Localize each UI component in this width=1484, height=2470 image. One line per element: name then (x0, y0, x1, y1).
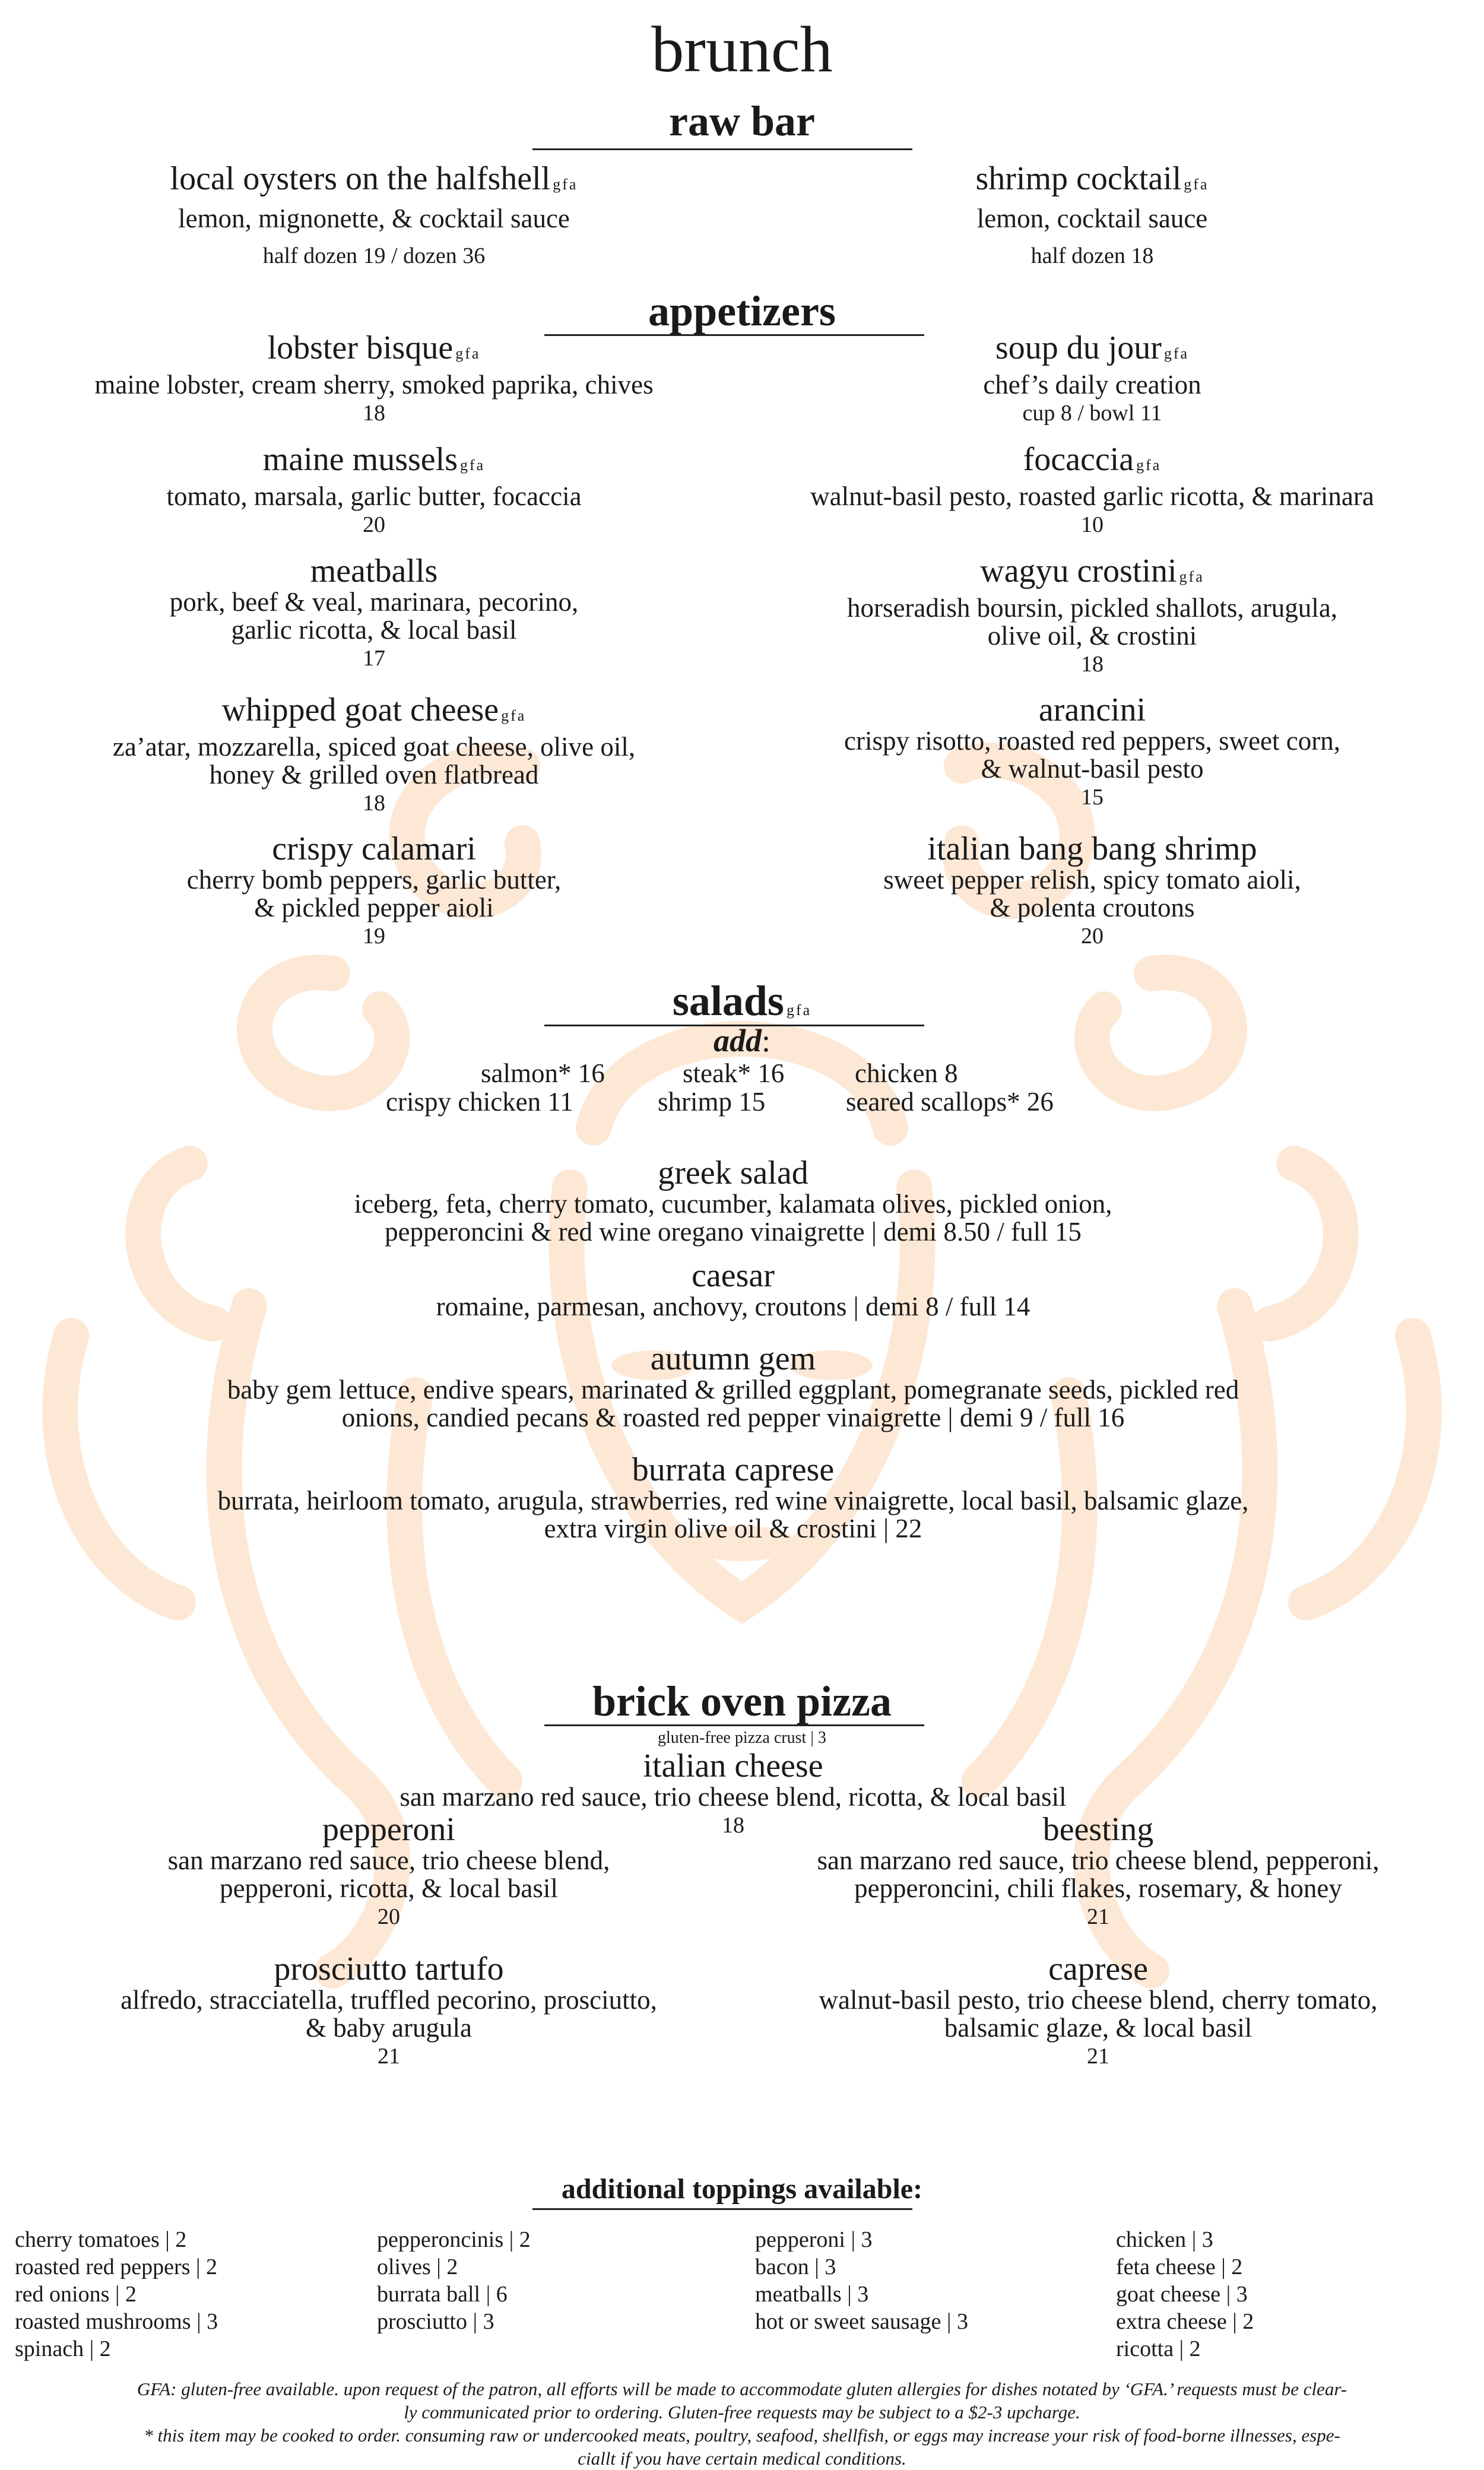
item-name: prosciutto tartufo (274, 1951, 504, 1987)
item-description: alfredo, stracciatella, truffled pecorino, prosciutto, (121, 1985, 657, 2015)
toppings-column (1116, 2226, 1254, 2363)
item-description: pork, beef & veal, marinara, pecorino, (169, 587, 579, 617)
topping-item: feta cheese | 2 (1116, 2255, 1243, 2279)
item-price: 21 (1087, 2044, 1109, 2069)
item-description: onions, candied pecans & roasted red pepper vinaigrette | demi 9 / full 16 (341, 1403, 1125, 1432)
item-description: garlic ricotta, & local basil (231, 615, 517, 645)
item-description: olive oil, & crostini (987, 621, 1197, 651)
gfa-tag: gfa (501, 707, 527, 724)
item-price: 19 (363, 924, 385, 949)
item-name: caprese (1048, 1951, 1148, 1987)
topping-item: bacon | 3 (755, 2255, 836, 2279)
gluten-free-crust-note: gluten-free pizza crust | 3 (658, 1729, 826, 1747)
item-name: wagyu crostini (980, 553, 1177, 589)
raw-bar-item (170, 161, 578, 277)
item-name: caesar (692, 1257, 775, 1294)
menu-item (847, 554, 1337, 678)
item-description: cherry bomb peppers, garlic butter, (186, 865, 562, 895)
item-description: chef’s daily creation (983, 370, 1201, 399)
gfa-tag: gfa (1136, 456, 1162, 474)
item-name: shrimp cocktail (975, 160, 1182, 197)
toppings-column (755, 2226, 968, 2335)
item-price: 17 (362, 646, 385, 671)
footer-line: GFA: gluten-free available. upon request of the patron, all efforts will be made to accommodate gluten allergies for dishes notated by ‘GFA.’ requests must be clear- (137, 2379, 1347, 2399)
topping-item: extra cheese | 2 (1116, 2309, 1254, 2334)
item-name: whipped goat cheese (221, 692, 499, 728)
item-description: & walnut-basil pesto (981, 754, 1204, 784)
menu-item (166, 442, 581, 539)
appetizers-heading: appetizers (648, 287, 836, 335)
topping-item: pepperoni | 3 (755, 2227, 873, 2252)
add-on-option: shrimp 15 (658, 1087, 766, 1117)
item-name: burrata caprese (632, 1451, 835, 1488)
gfa-tag: gfa (553, 176, 578, 193)
add-colon: : (761, 1023, 770, 1058)
gfa-tag: gfa (786, 1001, 812, 1019)
item-description: baby gem lettuce, endive spears, marinated & grilled eggplant, pomegranate seeds, pickled red (227, 1375, 1239, 1404)
topping-item: cherry tomatoes | 2 (15, 2227, 187, 2252)
raw-bar-heading: raw bar (669, 97, 815, 145)
topping-item: roasted red peppers | 2 (15, 2255, 218, 2279)
footer-line: * this item may be cooked to order. consuming raw or undercooked meats, poultry, seafood, shellfish, or eggs may increase your risk of food-borne illnesses, espe- (144, 2425, 1340, 2446)
item-price: 20 (362, 512, 385, 537)
item-description: maine lobster, cream sherry, smoked paprika, chives (94, 370, 654, 399)
item-price: 15 (1081, 785, 1104, 810)
menu-item (113, 693, 635, 817)
item-description: balsamic glaze, & local basil (944, 2013, 1252, 2043)
topping-item: goat cheese | 3 (1116, 2282, 1248, 2307)
menu-item (817, 1812, 1379, 1931)
item-name: local oysters on the halfshell (170, 160, 551, 197)
item-price: cup 8 / bowl 11 (1022, 401, 1162, 426)
item-description: walnut-basil pesto, trio cheese blend, cherry tomato, (819, 1985, 1378, 2015)
salads-heading (0, 977, 1484, 1025)
item-name: maine mussels (262, 441, 458, 478)
menu-item (94, 331, 653, 427)
topping-item: burrata ball | 6 (377, 2282, 508, 2307)
item-description: extra virgin olive oil & crostini | 22 (544, 1514, 922, 1543)
topping-item: roasted mushrooms | 3 (15, 2309, 218, 2334)
item-price: 20 (378, 1904, 400, 1929)
item-description: horseradish boursin, pickled shallots, arugula, (846, 593, 1338, 623)
gfa-tag: gfa (459, 456, 486, 474)
pizza-divider (544, 1724, 924, 1726)
item-description: san marzano red sauce, trio cheese blend, ricotta, & local basil (399, 1782, 1067, 1812)
item-name: pepperoni (322, 1811, 455, 1848)
gfa-tag: gfa (1179, 568, 1204, 585)
item-price: 18 (1081, 652, 1104, 677)
item-name: meatballs (310, 553, 438, 589)
item-name: autumn gem (650, 1340, 816, 1377)
item-price: half dozen 19 / dozen 36 (262, 243, 486, 268)
toppings-column (377, 2226, 531, 2335)
topping-item: hot or sweet sausage | 3 (755, 2309, 969, 2334)
item-description: lemon, mignonette, & cocktail sauce (178, 204, 570, 233)
item-price: 21 (1087, 1904, 1109, 1929)
item-description: & polenta croutons (990, 893, 1195, 922)
item-price: 21 (378, 2044, 400, 2069)
item-description: pepperoncini, chili flakes, rosemary, & honey (854, 1873, 1342, 1903)
item-name: lobster bisque (267, 329, 454, 366)
gfa-tag: gfa (1163, 345, 1190, 362)
item-description: iceberg, feta, cherry tomato, cucumber, kalamata olives, pickled onion, (354, 1189, 1112, 1219)
topping-item: chicken | 3 (1116, 2227, 1213, 2252)
page-title: brunch (651, 13, 833, 85)
gfa-disclaimer (0, 2377, 1484, 2470)
topping-item: spinach | 2 (15, 2336, 111, 2361)
item-price: 18 (362, 401, 385, 426)
menu-item (883, 832, 1301, 950)
item-description: & baby arugula (306, 2013, 472, 2043)
item-name: arancini (1038, 692, 1146, 728)
raw-bar-item (975, 161, 1209, 277)
footer-line: ly communicated prior to ordering. Gluten-free requests may be subject to a $2-3 upcharge. (404, 2402, 1080, 2423)
item-description: san marzano red sauce, trio cheese blend, (167, 1846, 610, 1875)
menu-item (170, 554, 578, 673)
item-price: half dozen 18 (1030, 243, 1154, 268)
gfa-tag: gfa (455, 345, 481, 362)
item-name: greek salad (658, 1155, 808, 1191)
add-label: add (713, 1023, 762, 1058)
menu-item (218, 1453, 1249, 1543)
menu-item (121, 1952, 657, 2071)
item-description: za’atar, mozzarella, spiced goat cheese, olive oil, (112, 732, 636, 762)
item-description: honey & grilled oven flatbread (209, 760, 539, 789)
pizza-heading: brick oven pizza (592, 1678, 892, 1725)
menu-item (819, 1952, 1378, 2071)
item-price: 18 (721, 1813, 744, 1838)
menu-item (168, 1812, 610, 1931)
add-on-option: chicken 8 (855, 1058, 958, 1088)
toppings-column (15, 2226, 218, 2363)
item-description: pepperoncini & red wine oregano vinaigrette | demi 8.50 / full 15 (385, 1217, 1082, 1247)
menu-item (844, 693, 1340, 811)
item-description: burrata, heirloom tomato, arugula, strawberries, red wine vinaigrette, local basil, balsamic glaze, (217, 1486, 1249, 1515)
topping-item: olives | 2 (377, 2255, 458, 2279)
item-description: tomato, marsala, garlic butter, focaccia (166, 481, 582, 511)
topping-item: meatballs | 3 (755, 2282, 869, 2307)
item-name: italian cheese (643, 1748, 823, 1784)
add-on-option: salmon* 16 (481, 1058, 605, 1088)
item-name: italian bang bang shrimp (927, 830, 1257, 867)
item-name: beesting (1042, 1811, 1154, 1848)
topping-item: pepperoncinis | 2 (377, 2227, 531, 2252)
item-price: 10 (1080, 512, 1104, 537)
item-name: crispy calamari (272, 830, 476, 867)
item-description: lemon, cocktail sauce (976, 204, 1208, 233)
add-on-option: steak* 16 (683, 1058, 785, 1088)
item-description: romaine, parmesan, anchovy, croutons | demi 8 / full 14 (436, 1292, 1030, 1321)
toppings-divider (532, 2208, 912, 2210)
menu-item (354, 1156, 1112, 1246)
item-description: walnut-basil pesto, roasted garlic ricotta, & marinara (810, 481, 1374, 511)
raw-bar-divider (532, 148, 912, 150)
salads-title: salads (672, 977, 784, 1025)
toppings-heading: additional toppings available: (561, 2173, 923, 2205)
item-name: focaccia (1023, 441, 1134, 478)
item-description: san marzano red sauce, trio cheese blend, pepperoni, (817, 1846, 1380, 1875)
item-description: sweet pepper relish, spicy tomato aioli, (883, 865, 1301, 895)
item-price: 20 (1080, 924, 1104, 949)
topping-item: prosciutto | 3 (377, 2309, 494, 2334)
menu-item (810, 442, 1374, 539)
gfa-tag: gfa (1184, 176, 1209, 193)
menu-item (227, 1342, 1239, 1432)
add-on-option: seared scallops* 26 (846, 1087, 1054, 1117)
item-description: & pickled pepper aioli (254, 893, 494, 922)
add-on-option: crispy chicken 11 (386, 1087, 573, 1117)
menu-item (436, 1258, 1030, 1321)
item-name: soup du jour (995, 329, 1162, 366)
footer-line: ciallt if you have certain medical conditions. (578, 2448, 906, 2469)
topping-item: ricotta | 2 (1116, 2336, 1201, 2361)
topping-item: red onions | 2 (15, 2282, 137, 2307)
menu-item (187, 832, 561, 950)
menu-item (983, 331, 1201, 427)
item-description: pepperoni, ricotta, & local basil (220, 1873, 558, 1903)
item-price: 18 (363, 791, 385, 816)
item-description: crispy risotto, roasted red peppers, sweet corn, (844, 726, 1340, 756)
